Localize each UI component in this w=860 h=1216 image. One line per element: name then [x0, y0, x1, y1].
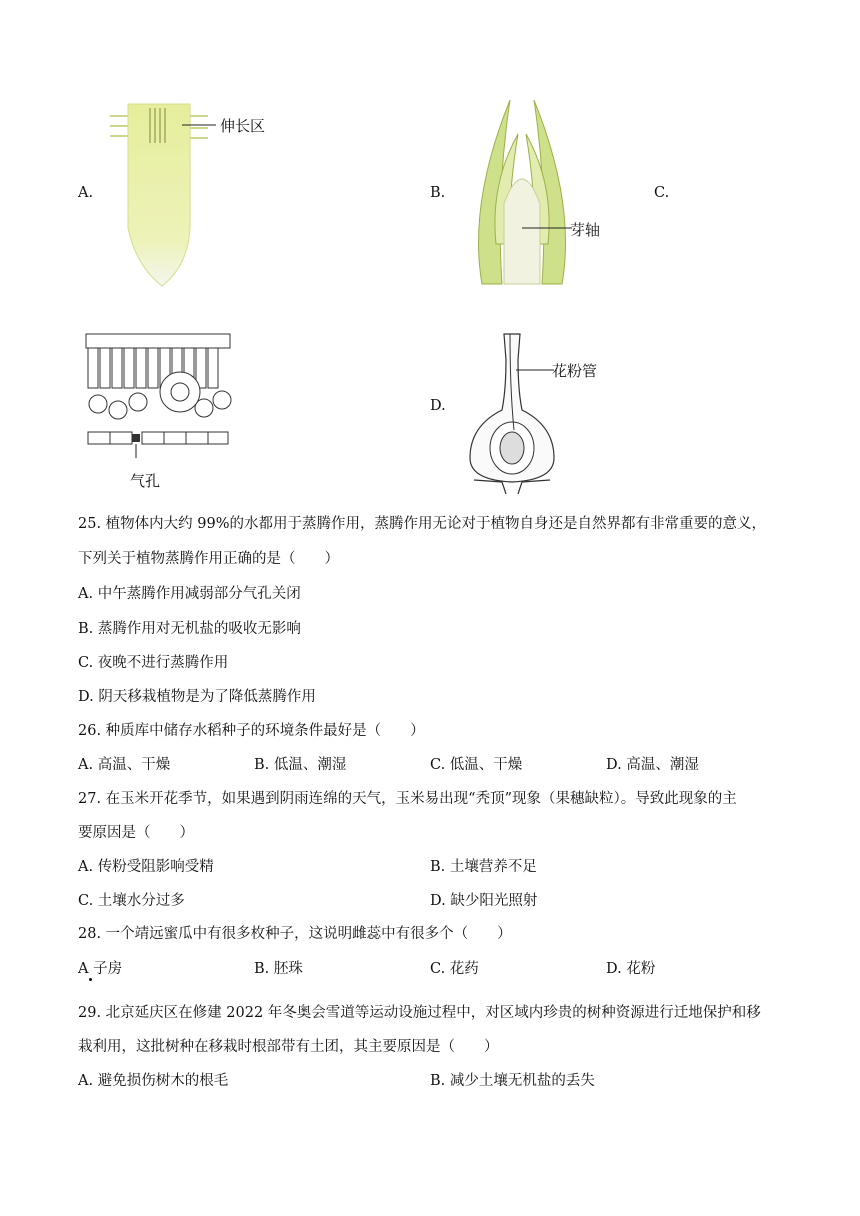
figure-b-letter: B. [430, 185, 446, 201]
q26-option-b[interactable]: B. 低温、潮湿 [254, 757, 347, 773]
q29-stem-line2: 栽利用，这批树种在移栽时根部带有土团，其主要原因是（ ） [78, 1039, 499, 1055]
pollen-tube-label: 花粉管 [552, 362, 598, 380]
q28-option-a-dot [89, 978, 92, 981]
q26-option-c[interactable]: C. 低温、干燥 [430, 757, 523, 773]
q27-stem-line2: 要原因是（ ） [78, 825, 194, 841]
q26-stem: 26. 种质库中储存水稻种子的环境条件最好是（ ） [78, 723, 425, 739]
q28-option-d[interactable]: D. 花粉 [606, 961, 656, 977]
elongation-zone-label: 伸长区 [220, 117, 266, 135]
q28-stem: 28. 一个靖远蜜瓜中有很多枚种子，这说明雌蕊中有很多个（ ） [78, 926, 512, 942]
q27-stem-line1: 27. 在玉米开花季节，如果遇到阴雨连绵的天气，玉米易出现“秃顶”现象（果穗缺粒）。导致此现象的主 [78, 791, 737, 807]
q25-stem-line1: 25. 植物体内大约 99%的水都用于蒸腾作用，蒸腾作用无论对于植物自身还是自然界都有非常重要的意义， [78, 516, 767, 532]
q29-option-b[interactable]: B. 减少土壤无机盐的丢失 [430, 1073, 595, 1089]
q25-option-b[interactable]: B. 蒸腾作用对无机盐的吸收无影响 [78, 621, 301, 637]
q26-option-d[interactable]: D. 高温、潮湿 [606, 757, 699, 773]
q27-option-b[interactable]: B. 土壤营养不足 [430, 859, 537, 875]
q25-option-c[interactable]: C. 夜晚不进行蒸腾作用 [78, 655, 229, 671]
pistil-figure [462, 330, 562, 494]
bud-figure [462, 94, 582, 286]
stoma-label: 气孔 [130, 472, 161, 490]
figure-c-letter: C. [654, 185, 670, 201]
root-tip-figure [110, 98, 220, 290]
q28-option-b[interactable]: B. 胚珠 [254, 961, 303, 977]
q26-option-a[interactable]: A. 高温、干燥 [78, 757, 171, 773]
q29-option-a[interactable]: A. 避免损伤树木的根毛 [78, 1073, 229, 1089]
q25-stem-line2: 下列关于植物蒸腾作用正确的是（ ） [78, 551, 339, 567]
q28-option-a[interactable]: A 子房 [78, 961, 123, 977]
leaf-cross-section-figure [84, 330, 234, 462]
q29-stem-line1: 29. 北京延庆区在修建 2022 年冬奥会雪道等运动设施过程中，对区域内珍贵的树种资源进行迁地保护和移 [78, 1005, 761, 1021]
figure-d-letter: D. [430, 398, 446, 414]
q25-option-a[interactable]: A. 中午蒸腾作用减弱部分气孔关闭 [78, 586, 301, 602]
q28-option-c[interactable]: C. 花药 [430, 961, 479, 977]
q27-option-c[interactable]: C. 土壤水分过多 [78, 893, 185, 909]
q25-option-d[interactable]: D. 阴天移栽植物是为了降低蒸腾作用 [78, 689, 316, 705]
q27-option-a[interactable]: A. 传粉受阻影响受精 [78, 859, 214, 875]
bud-axis-label: 芽轴 [570, 221, 601, 239]
q27-option-d[interactable]: D. 缺少阳光照射 [430, 893, 538, 909]
figure-a-letter: A. [78, 185, 94, 201]
